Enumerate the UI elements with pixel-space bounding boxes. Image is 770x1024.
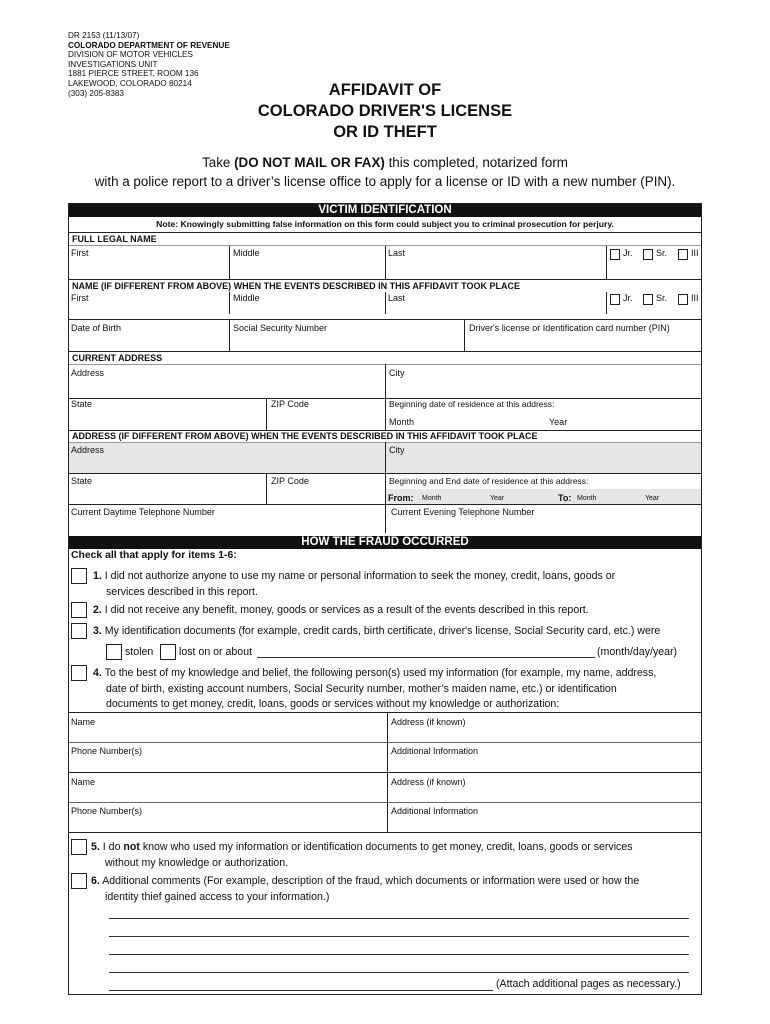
item4-checkbox[interactable] xyxy=(71,665,87,681)
alt-iii-label: III xyxy=(691,293,699,303)
person1-info-field[interactable]: Additional Information xyxy=(391,746,479,756)
lost-date-line[interactable] xyxy=(257,657,595,658)
alt-middle-name-field[interactable]: Middle xyxy=(233,293,260,303)
alt-iii-checkbox[interactable] xyxy=(678,294,688,305)
alt-city-field[interactable]: City xyxy=(389,445,405,455)
alt-last-name-field[interactable]: Last xyxy=(388,293,406,303)
day-phone-field[interactable]: Current Daytime Telephone Number xyxy=(71,507,215,517)
item6-checkbox[interactable] xyxy=(71,873,87,889)
person2-address-field[interactable]: Address (if known) xyxy=(391,777,466,787)
comment-line-3[interactable] xyxy=(109,954,689,955)
item1-text: 1. I did not authorize anyone to use my name or personal information to seek the money, credit, loans, goods or xyxy=(93,570,616,582)
person1-address-field[interactable]: Address (if known) xyxy=(391,717,466,727)
item6-text: 6. Additional comments (For example, description of the fraud, which documents or information were used or how the xyxy=(91,875,640,887)
to-month-field[interactable]: Month xyxy=(577,495,597,502)
alt-state-field[interactable]: State xyxy=(71,476,93,486)
item2-checkbox[interactable] xyxy=(71,602,87,618)
zip-field[interactable]: ZIP Code xyxy=(271,399,309,409)
title-line-1: AFFIDAVIT OF xyxy=(328,81,442,99)
lost-label: lost on or about xyxy=(179,646,253,658)
instr-emphasis: (DO NOT MAIL OR FAX) xyxy=(234,155,385,170)
state-field[interactable]: State xyxy=(71,399,93,409)
instr-take: Take xyxy=(202,155,235,170)
item4-text-line2: date of birth, existing account numbers, Social Security number, mother’s maiden name, etc.) or identification xyxy=(106,683,617,695)
item5-checkbox[interactable] xyxy=(71,839,87,855)
alt-zip-field[interactable]: ZIP Code xyxy=(271,476,309,486)
victim-section-heading: VICTIM IDENTIFICATION xyxy=(69,204,701,217)
fraud-section-heading: HOW THE FRAUD OCCURRED xyxy=(69,536,701,549)
city-address: LAKEWOOD, COLORADO 80214 xyxy=(68,78,192,88)
lost-checkbox[interactable] xyxy=(160,644,176,660)
person2-name-field[interactable]: Name xyxy=(71,777,96,787)
stolen-checkbox[interactable] xyxy=(106,644,122,660)
residence-year-field[interactable]: Year xyxy=(549,417,568,427)
to-label: To: xyxy=(558,493,572,503)
iii-label: III xyxy=(691,248,699,258)
evening-phone-field[interactable]: Current Evening Telephone Number xyxy=(391,507,535,517)
perjury-note: Note: Knowingly submitting false information on this form could subject you to criminal prosecution for perjury. xyxy=(156,219,614,229)
item6-text-line2: identity thief gained access to your information.) xyxy=(105,891,330,903)
dob-field[interactable]: Date of Birth xyxy=(71,323,122,333)
from-year-field[interactable]: Year xyxy=(490,495,505,502)
person1-name-field[interactable]: Name xyxy=(71,717,96,727)
from-label: From: xyxy=(388,493,414,503)
check-all-label: Check all that apply for items 1-6: xyxy=(71,550,237,561)
attach-note: (Attach additional pages as necessary.) xyxy=(496,978,681,990)
instructions xyxy=(0,153,770,191)
instr-line-2: with a police report to a driver’s license office to apply for a license or ID with a new number (PIN). xyxy=(94,174,676,189)
to-year-field[interactable]: Year xyxy=(645,495,660,502)
alt-sr-label: Sr. xyxy=(656,293,668,303)
item3-checkbox[interactable] xyxy=(71,623,87,639)
city-field[interactable]: City xyxy=(389,368,405,378)
division-name: DIVISION OF MOTOR VEHICLES xyxy=(68,50,193,60)
full-legal-name-label: FULL LEGAL NAME xyxy=(72,234,157,244)
comment-line-4[interactable] xyxy=(109,972,689,973)
first-name-field[interactable]: First xyxy=(71,248,89,258)
agency-phone: (303) 205-8383 xyxy=(68,88,124,98)
item3-text: 3. My identification documents (for example, credit cards, birth certificate, driver's license, Social Security card, etc.) were xyxy=(93,625,661,637)
person2-info-field[interactable]: Additional Information xyxy=(391,806,479,816)
begin-residence-label: Beginning date of residence at this address: xyxy=(389,399,555,409)
alt-address-field[interactable]: Address xyxy=(71,445,105,455)
item4-text-line3: documents to get money, credit, loans, goods or services without my knowledge or authorization: xyxy=(106,698,560,710)
address-if-different-label: ADDRESS (IF DIFFERENT FROM ABOVE) WHEN THE EVENTS DESCRIBED IN THIS AFFIDAVIT TOOK PLACE xyxy=(72,431,538,441)
date-format-label: (month/day/year) xyxy=(597,646,678,658)
sr-label: Sr. xyxy=(656,248,668,258)
form-number: DR 2153 (11/13/07) xyxy=(68,31,140,40)
address-field[interactable]: Address xyxy=(71,368,105,378)
last-name-field[interactable]: Last xyxy=(388,248,406,258)
item5-text: 5. I do not know who used my information or identification documents to get money, credit, loans, goods or services xyxy=(91,841,633,853)
person1-phone-field[interactable]: Phone Number(s) xyxy=(71,746,143,756)
jr-checkbox[interactable] xyxy=(610,249,620,260)
unit-name: INVESTIGATIONS UNIT xyxy=(68,59,158,69)
jr-label: Jr. xyxy=(623,248,633,258)
alt-jr-checkbox[interactable] xyxy=(610,294,620,305)
instr-rest: this completed, notarized form xyxy=(384,155,568,170)
item4-text: 4. To the best of my knowledge and belief, the following person(s) used my information (for example, my name, address, xyxy=(93,667,657,679)
middle-name-field[interactable]: Middle xyxy=(233,248,260,258)
item1-text-line2: services described in this report. xyxy=(106,586,258,598)
iii-checkbox[interactable] xyxy=(678,249,688,260)
name-if-different-label: NAME (IF DIFFERENT FROM ABOVE) WHEN THE EVENTS DESCRIBED IN THIS AFFIDAVIT TOOK PLACE xyxy=(72,281,521,291)
ssn-field[interactable]: Social Security Number xyxy=(233,323,328,333)
alt-first-name-field[interactable]: First xyxy=(71,293,89,303)
comment-line-1[interactable] xyxy=(109,918,689,919)
department-name: COLORADO DEPARTMENT OF REVENUE xyxy=(68,40,230,50)
current-address-label: CURRENT ADDRESS xyxy=(72,353,163,363)
from-month-field[interactable]: Month xyxy=(422,495,442,502)
title-line-2: COLORADO DRIVER'S LICENSE xyxy=(257,102,513,120)
item2-text: 2. I did not receive any benefit, money, goods or services as a result of the events described in this report. xyxy=(93,604,589,616)
begin-end-residence-label: Beginning and End date of residence at this address: xyxy=(389,476,589,486)
street-address: 1881 PIERCE STREET, ROOM 136 xyxy=(68,69,199,79)
alt-sr-checkbox[interactable] xyxy=(643,294,653,305)
comment-line-2[interactable] xyxy=(109,936,689,937)
item5-text-line2: without my knowledge or authorization. xyxy=(105,857,289,869)
alt-jr-label: Jr. xyxy=(623,293,633,303)
stolen-label: stolen xyxy=(125,646,154,658)
residence-month-field[interactable]: Month xyxy=(389,417,415,427)
item1-checkbox[interactable] xyxy=(71,568,87,584)
comment-line-5[interactable] xyxy=(109,990,493,991)
affidavit-form xyxy=(68,203,702,995)
title-line-3: OR ID THEFT xyxy=(333,123,437,141)
dl-number-field[interactable]: Driver's license or Identification card number (PIN) xyxy=(469,323,670,333)
page-title xyxy=(0,80,770,143)
person2-phone-field[interactable]: Phone Number(s) xyxy=(71,806,143,816)
sr-checkbox[interactable] xyxy=(643,249,653,260)
